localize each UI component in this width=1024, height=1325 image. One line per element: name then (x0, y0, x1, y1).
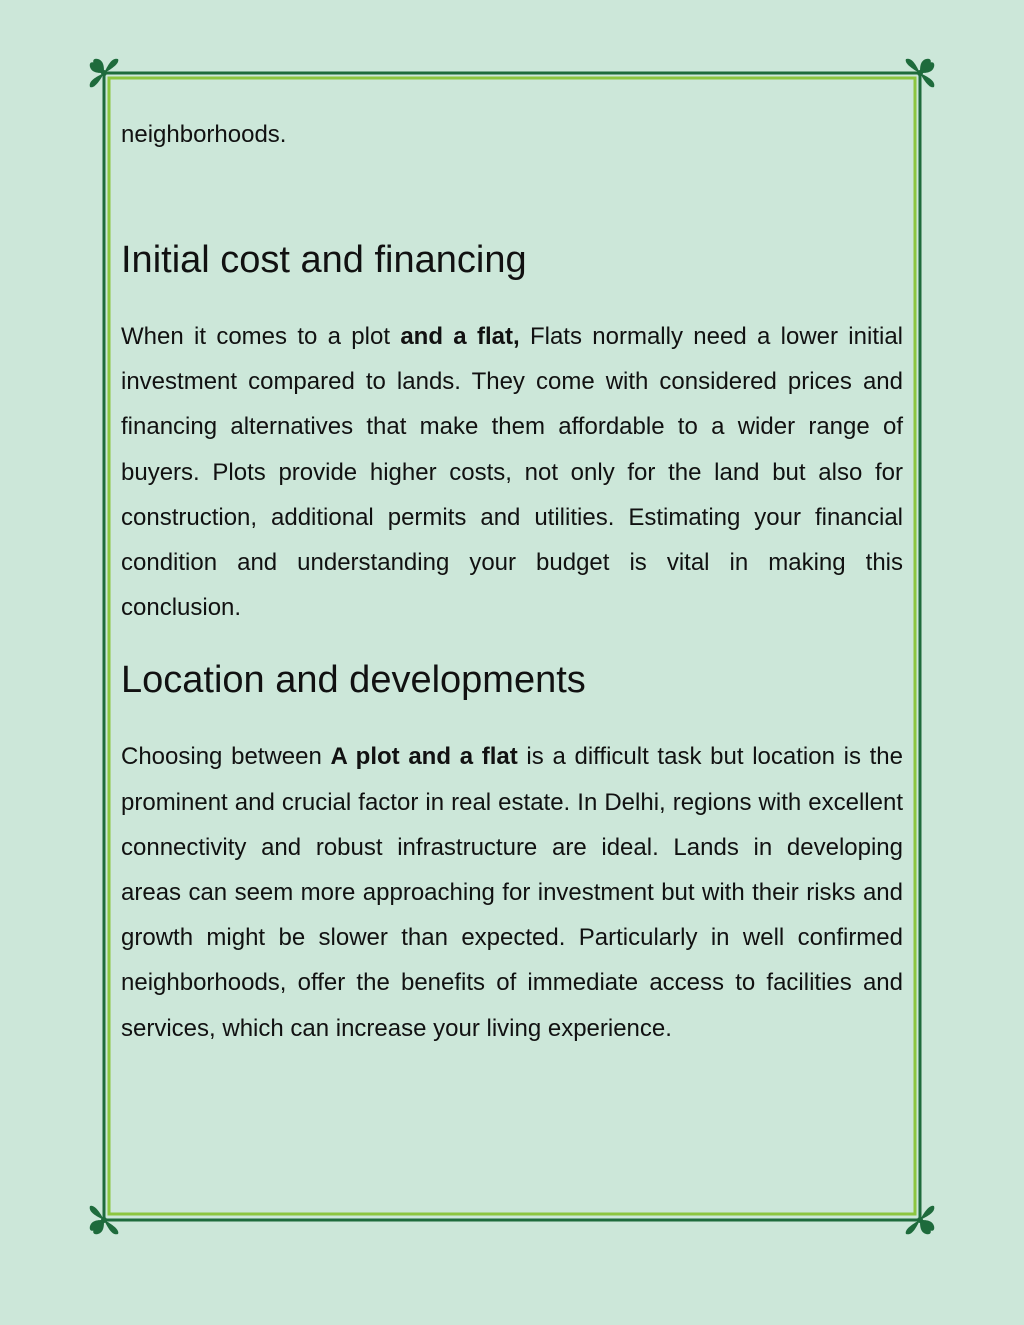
section-paragraph-location (121, 734, 903, 1050)
paragraph-lead: When it comes to a plot (121, 323, 401, 350)
section-heading-initial-cost: Initial cost and financing (121, 239, 527, 281)
section-paragraph-initial-cost (121, 314, 903, 630)
section-heading-location: Location and developments (121, 659, 586, 702)
paragraph-bold-phrase: and a flat, (400, 323, 520, 350)
paragraph-bold-phrase: A plot and a flat (330, 743, 518, 771)
paragraph-lead: Choosing between (121, 743, 331, 771)
paragraph-rest: Flats normally need a lower initial investment compared to lands. They come with considered prices and financing alternatives that make them affordable to a wider range of buyers. Plots provide higher costs, not only for the land but also for construction, additional permits and utilities. Estimating your financial condition and understanding your budget is vital in making this conclusion. (121, 323, 903, 622)
paragraph-rest: is a difficult task but location is the prominent and crucial factor in real estate. In Delhi, regions with excellent connectivity and robust infrastructure are ideal. Lands in developing areas can seem more approaching for investment but with their risks and growth might be slower than expected. Particularly in well confirmed neighborhoods, offer the benefits of immediate access to facilities and services, which can increase your living experience. (121, 743, 903, 1042)
intro-line: neighborhoods. (121, 121, 287, 148)
document-body (121, 112, 903, 1051)
